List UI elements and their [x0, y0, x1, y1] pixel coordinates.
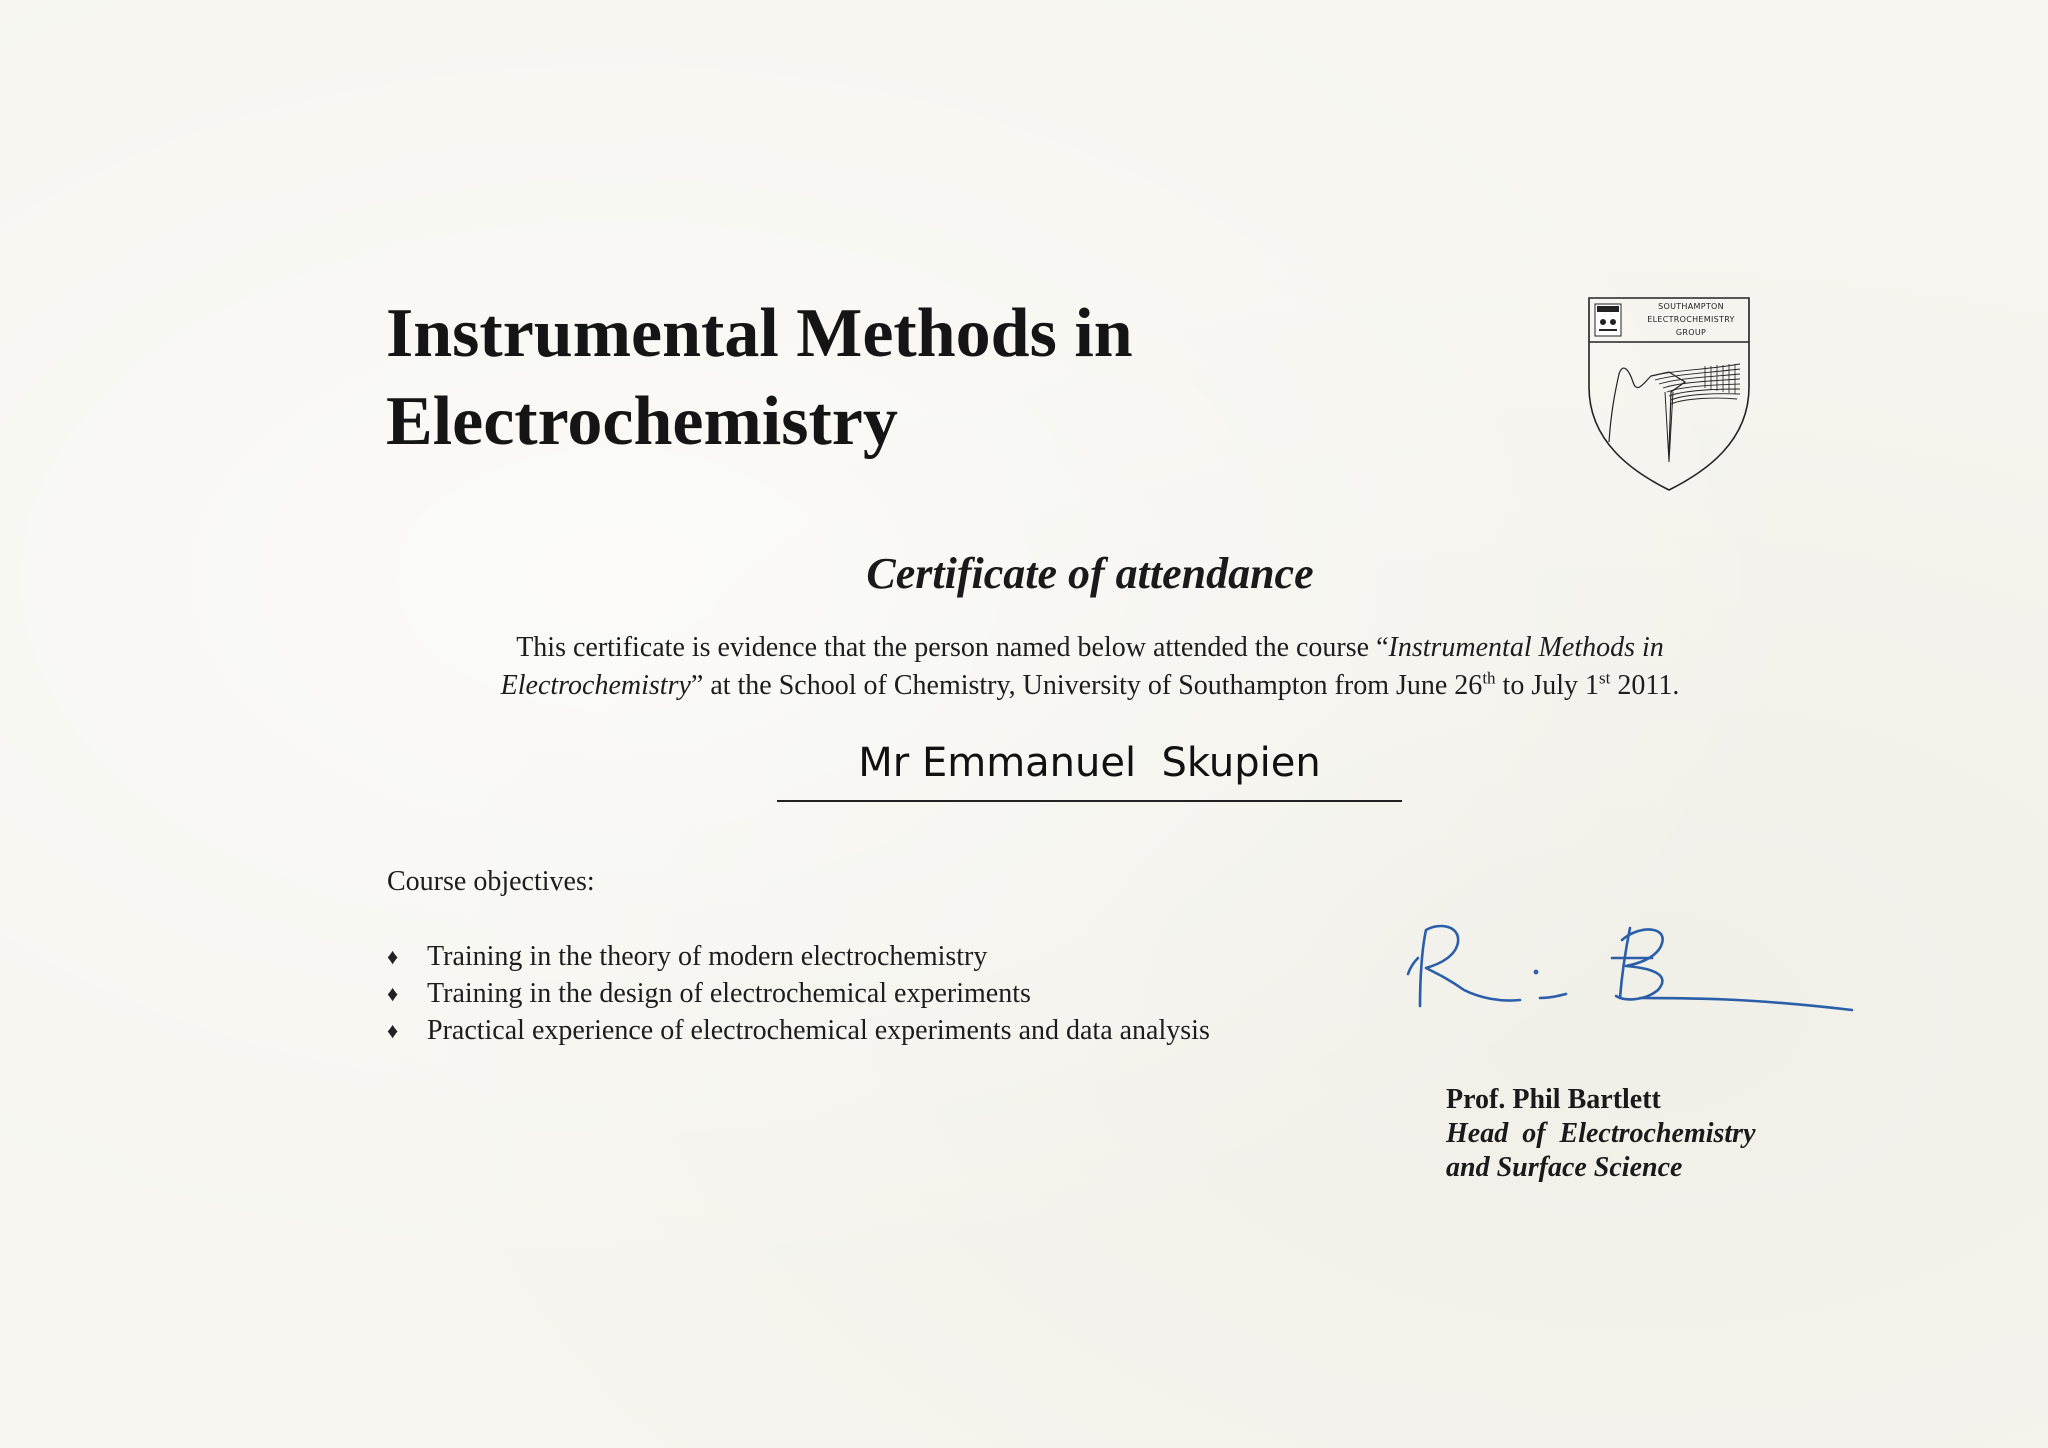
logo-text-line-1: SOUTHAMPTON: [1658, 302, 1724, 311]
handwritten-signature: [1390, 918, 1860, 1018]
statement-course-name: Instrumental Methods in Electrochemistry: [500, 632, 1664, 701]
objective-text: Training in the theory of modern electrochemistry: [427, 941, 988, 972]
signer-block: [1446, 1083, 1756, 1185]
objectives-list: [387, 938, 1210, 1049]
list-item: [387, 1012, 1210, 1049]
list-item: [387, 938, 1210, 975]
signer-role-line-1: Head of Electrochemistry: [1446, 1118, 1756, 1149]
title-line-1: Instrumental Methods in: [386, 295, 1133, 372]
certificate-title: [386, 290, 1133, 466]
logo-text-line-2: ELECTROCHEMISTRY: [1647, 315, 1735, 324]
logo-caption: [1630, 300, 1752, 339]
certificate-statement: [420, 629, 1760, 705]
statement-part-3: to July 1: [1495, 670, 1600, 701]
title-line-2: Electrochemistry: [386, 383, 898, 460]
statement-part-1: This certificate is evidence that the person named below attended the course “: [516, 632, 1389, 663]
diamond-bullet-icon: ♦: [387, 1018, 399, 1043]
recipient-name: Mr Emmanuel Skupien: [858, 740, 1321, 786]
objectives-label: Course objectives:: [387, 866, 595, 897]
signer-name: Prof. Phil Bartlett: [1446, 1084, 1661, 1115]
statement-sup-st: st: [1599, 668, 1611, 688]
objective-text: Training in the design of electrochemical experiments: [427, 978, 1031, 1009]
signer-role-line-2: and Surface Science: [1446, 1152, 1683, 1183]
objective-text: Practical experience of electrochemical experiments and data analysis: [427, 1015, 1210, 1046]
diamond-bullet-icon: ♦: [387, 944, 399, 969]
statement-part-2: ” at the School of Chemistry, University of Southampton from June 26: [690, 670, 1483, 701]
statement-part-4: 2011.: [1610, 670, 1680, 701]
statement-sup-th: th: [1482, 668, 1496, 688]
logo-text-line-3: GROUP: [1675, 328, 1707, 337]
certificate-heading: Certificate of attendance: [866, 549, 1314, 598]
diamond-bullet-icon: ♦: [387, 981, 399, 1006]
recipient-underline: [777, 800, 1402, 802]
list-item: [387, 975, 1210, 1012]
